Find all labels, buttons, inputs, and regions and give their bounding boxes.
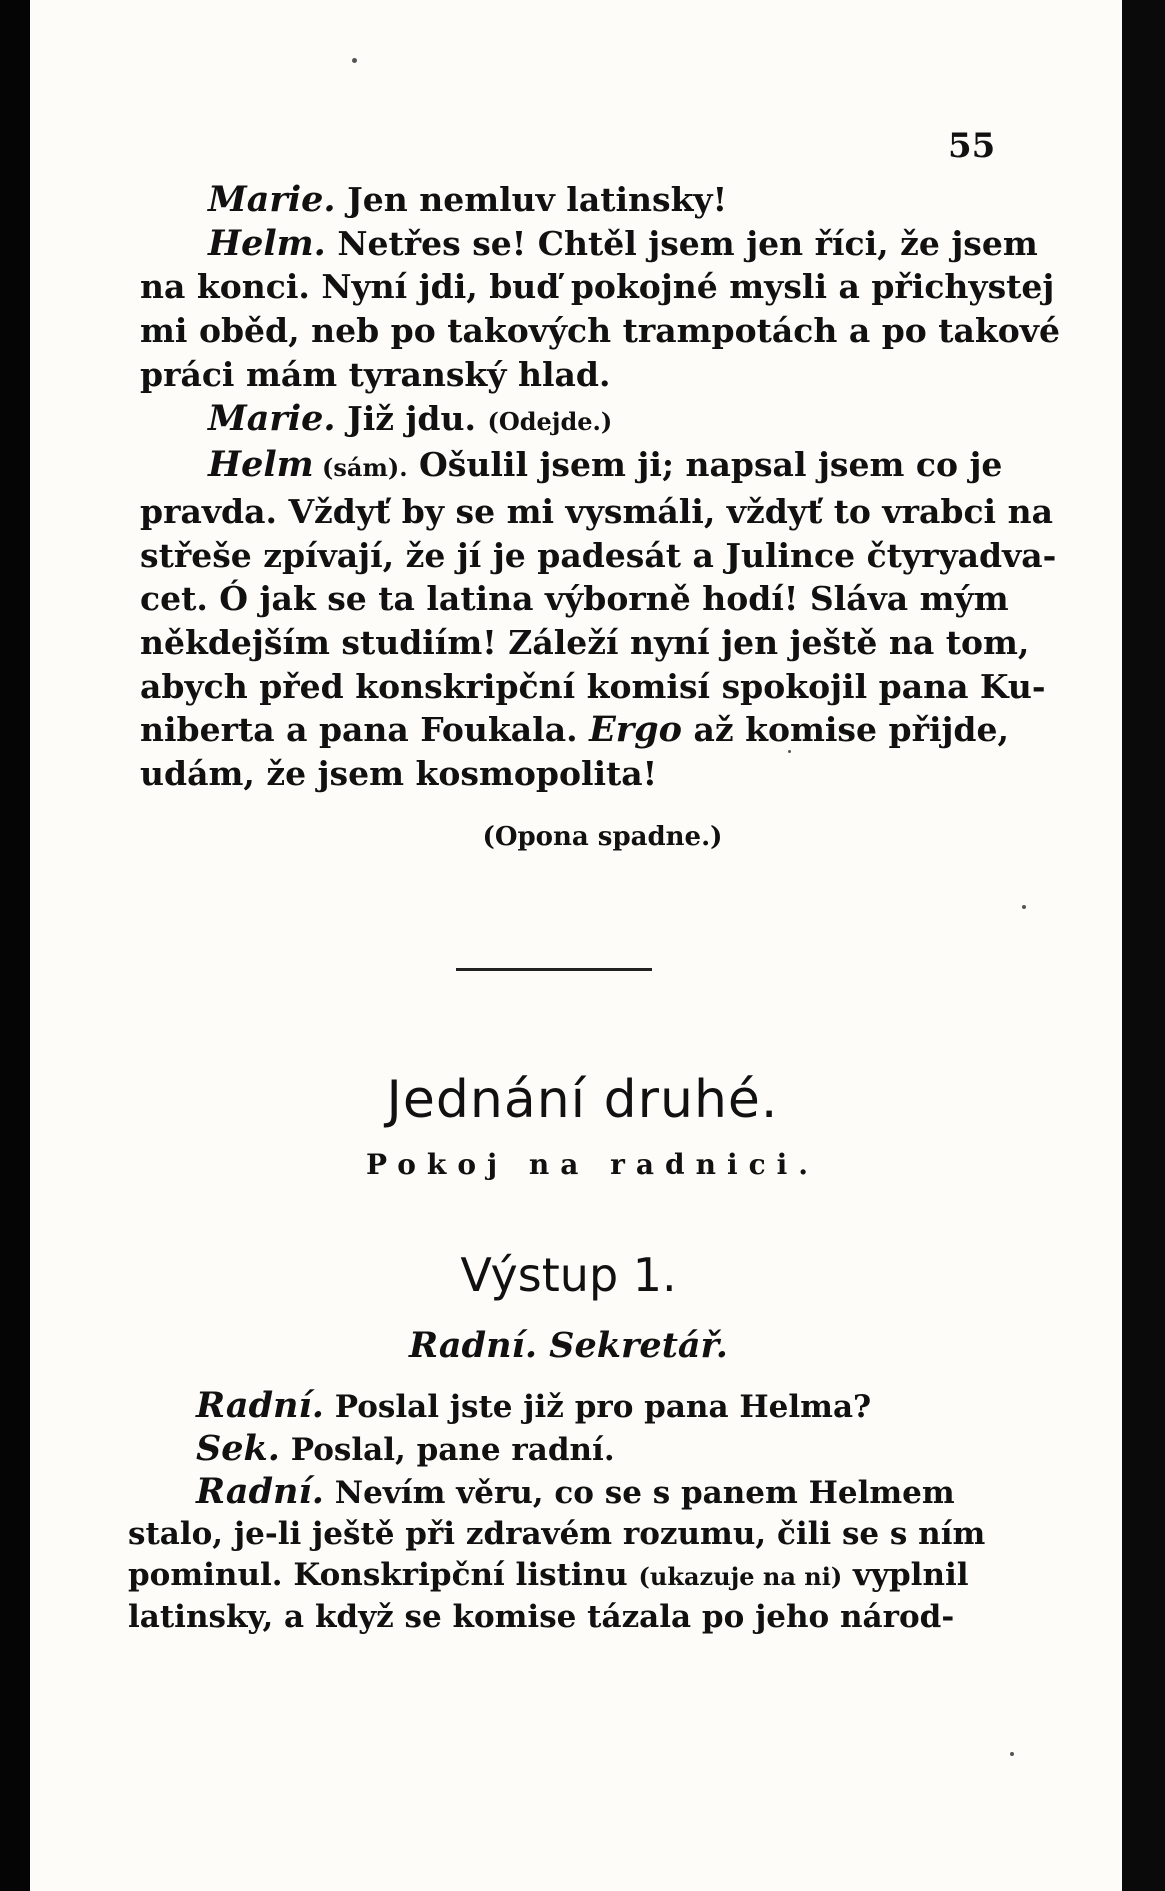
text-line: na konci. Nyní jdi, buď pokojné mysli a přichystej [140, 267, 1055, 307]
speaker-name: Radní. [196, 1471, 324, 1512]
stage-direction-curtain: (Opona spadne.) [482, 822, 723, 852]
left-scan-border [0, 0, 30, 1891]
scan-speck [1010, 1752, 1014, 1756]
emphasized-word: Ergo [589, 709, 682, 751]
act-title: Jednání druhé. [386, 1070, 779, 1130]
text-line: abych před konskripční komisí spokojil pana Ku- [140, 666, 1046, 706]
speaker-name: Sek. [196, 1428, 280, 1469]
text-line: cet. Ó jak se ta latina výborně hodí! Sláva mým [140, 579, 1009, 619]
dialogue-block-1 [140, 178, 1060, 796]
line-text: niberta a pana Foukala. [140, 710, 590, 750]
scene-title: Výstup 1. [460, 1248, 677, 1302]
line-text: Poslal, pane radní. [279, 1432, 615, 1468]
line-text: až komise přijde, [682, 710, 1009, 750]
text-line: pravda. Vždyť by se mi vysmáli, vždyť to vrabci na [140, 491, 1053, 531]
speaker-name: Marie. [208, 397, 336, 439]
page-number: 55 [948, 126, 996, 166]
text-line [140, 708, 1009, 752]
stage-direction: (Odejde.) [487, 406, 613, 436]
line-text: pominul. Konskripční listinu [128, 1557, 639, 1593]
text-line [128, 1471, 994, 1514]
line-text: Již jdu. [335, 398, 488, 438]
text-line: stalo, je-li ještě při zdravém rozumu, čili se s ním [128, 1516, 986, 1552]
text-line [140, 397, 990, 444]
scan-speck [1022, 905, 1026, 909]
text-line: někdejším studiím! Záleží nyní jen ještě na tom, [140, 623, 1030, 663]
line-text: Poslal jste již pro pana Helma? [323, 1389, 872, 1425]
line-text: Ošulil jsem ji; napsal jsem co je [407, 445, 1003, 485]
scan-speck [788, 750, 791, 753]
text-line [128, 1428, 994, 1471]
speaker-name: Helm. [208, 222, 326, 264]
text-line [140, 443, 1003, 490]
line-text: Nevím věru, co se s panem Helmem [323, 1475, 955, 1511]
right-scan-border [1122, 0, 1165, 1891]
text-line: mi oběd, neb po takových trampotách a po takové [140, 311, 1060, 351]
speaker-name: Radní. [196, 1385, 324, 1426]
line-text: vyplnil [842, 1557, 969, 1593]
section-divider [456, 968, 652, 971]
scan-speck [352, 58, 357, 63]
scene-cast: Radní. Sekretář. [409, 1325, 728, 1366]
stage-direction: (ukazuje na ni) [638, 1562, 843, 1591]
text-line [140, 178, 990, 222]
text-line: udám, že jsem kosmopolita! [140, 754, 658, 794]
line-text: Jen nemluv latinsky! [335, 180, 728, 219]
text-line [128, 1385, 994, 1428]
text-line: latinsky, a když se komise tázala po jeho národ- [128, 1599, 955, 1635]
text-line [140, 222, 1038, 266]
act-setting: Pokoj na radnici. [365, 1148, 820, 1181]
dialogue-block-2 [128, 1385, 994, 1638]
speaker-name: Helm [208, 444, 314, 486]
speaker-name: Marie. [208, 179, 336, 220]
line-text: Netřes se! Chtěl jsem jen říci, že jsem [325, 223, 1038, 263]
text-line: práci mám tyranský hlad. [140, 354, 611, 394]
stage-direction: (sám). [313, 453, 408, 483]
text-line [128, 1555, 994, 1597]
text-line: střeše zpívají, že jí je padesát a Julince čtyryadva- [140, 535, 1057, 575]
